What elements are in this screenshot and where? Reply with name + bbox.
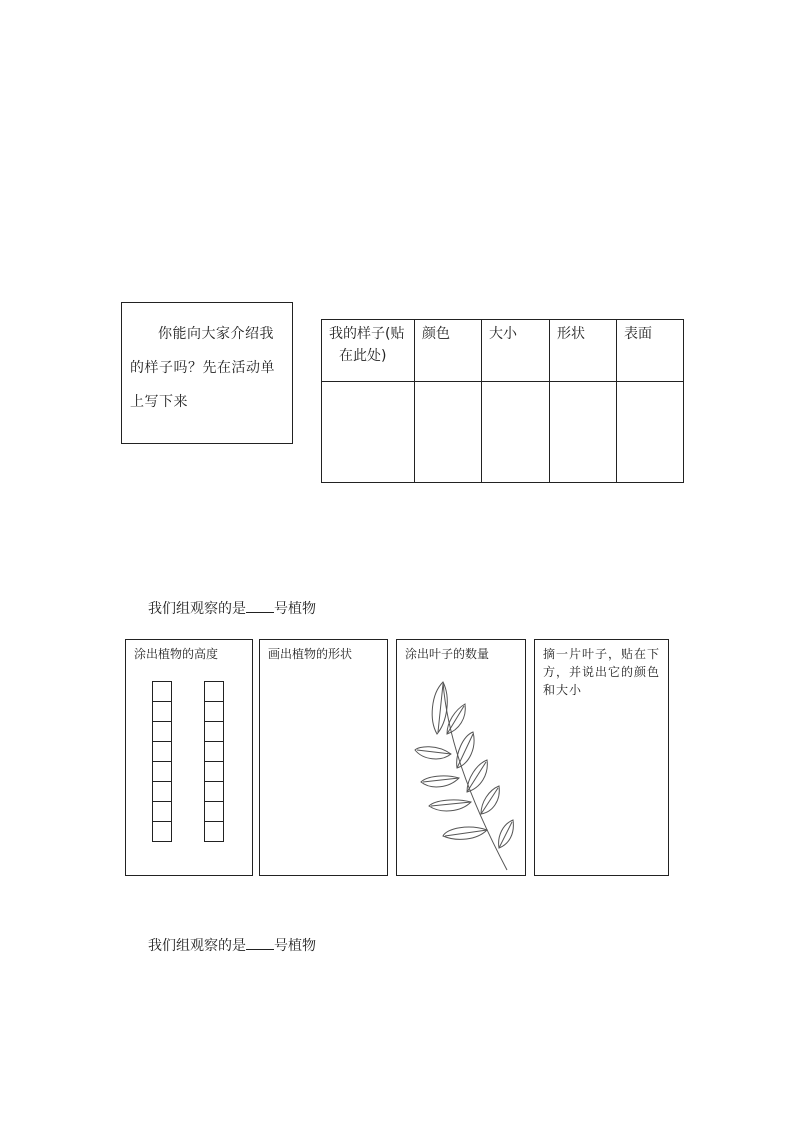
panel-plant-height (125, 639, 253, 876)
leaf-branch-icon (407, 674, 517, 874)
panel-shape-label: 画出植物的形状 (268, 647, 353, 661)
height-ladder-right[interactable] (204, 681, 224, 842)
panel-leaves-label: 涂出叶子的数量 (405, 647, 490, 661)
intro-line-1: 你能向大家介绍我 (158, 326, 274, 342)
panel-plant-shape[interactable] (259, 639, 388, 876)
stick-line-1: 摘一片叶子，贴在下 (543, 647, 661, 661)
stick-line-2: 方，并说出它的颜色 (543, 665, 661, 679)
header-surface: 表面 (617, 320, 684, 382)
group-line-2: 我们组观察的是 号植物 (148, 935, 316, 955)
plant-number-blank[interactable] (246, 598, 274, 613)
intro-line-3: 上写下来 (130, 394, 188, 410)
header-my-appearance: 我的样子(贴 在此处) (322, 320, 415, 382)
cell-shape[interactable] (550, 382, 617, 483)
height-ladder-left[interactable] (152, 681, 172, 842)
cell-surface[interactable] (617, 382, 684, 483)
stick-line-3: 和大小 (543, 683, 583, 697)
cell-size[interactable] (482, 382, 550, 483)
intro-prompt-box (121, 302, 293, 444)
cell-color[interactable] (415, 382, 482, 483)
panel-leaf-count[interactable] (396, 639, 526, 876)
cell-paste-area[interactable] (322, 382, 415, 483)
table-input-row (322, 382, 684, 483)
plant-number-blank-2[interactable] (246, 935, 274, 950)
header-color: 颜色 (415, 320, 482, 382)
panel-height-label: 涂出植物的高度 (134, 647, 219, 661)
plant-traits-table (321, 319, 684, 483)
group-line-1: 我们组观察的是 号植物 (148, 598, 316, 618)
panel-stick-leaf[interactable] (534, 639, 669, 876)
header-shape: 形状 (550, 320, 617, 382)
intro-line-2: 的样子吗？先在活动单 (130, 360, 275, 376)
table-header-row (322, 320, 684, 382)
header-size: 大小 (482, 320, 550, 382)
